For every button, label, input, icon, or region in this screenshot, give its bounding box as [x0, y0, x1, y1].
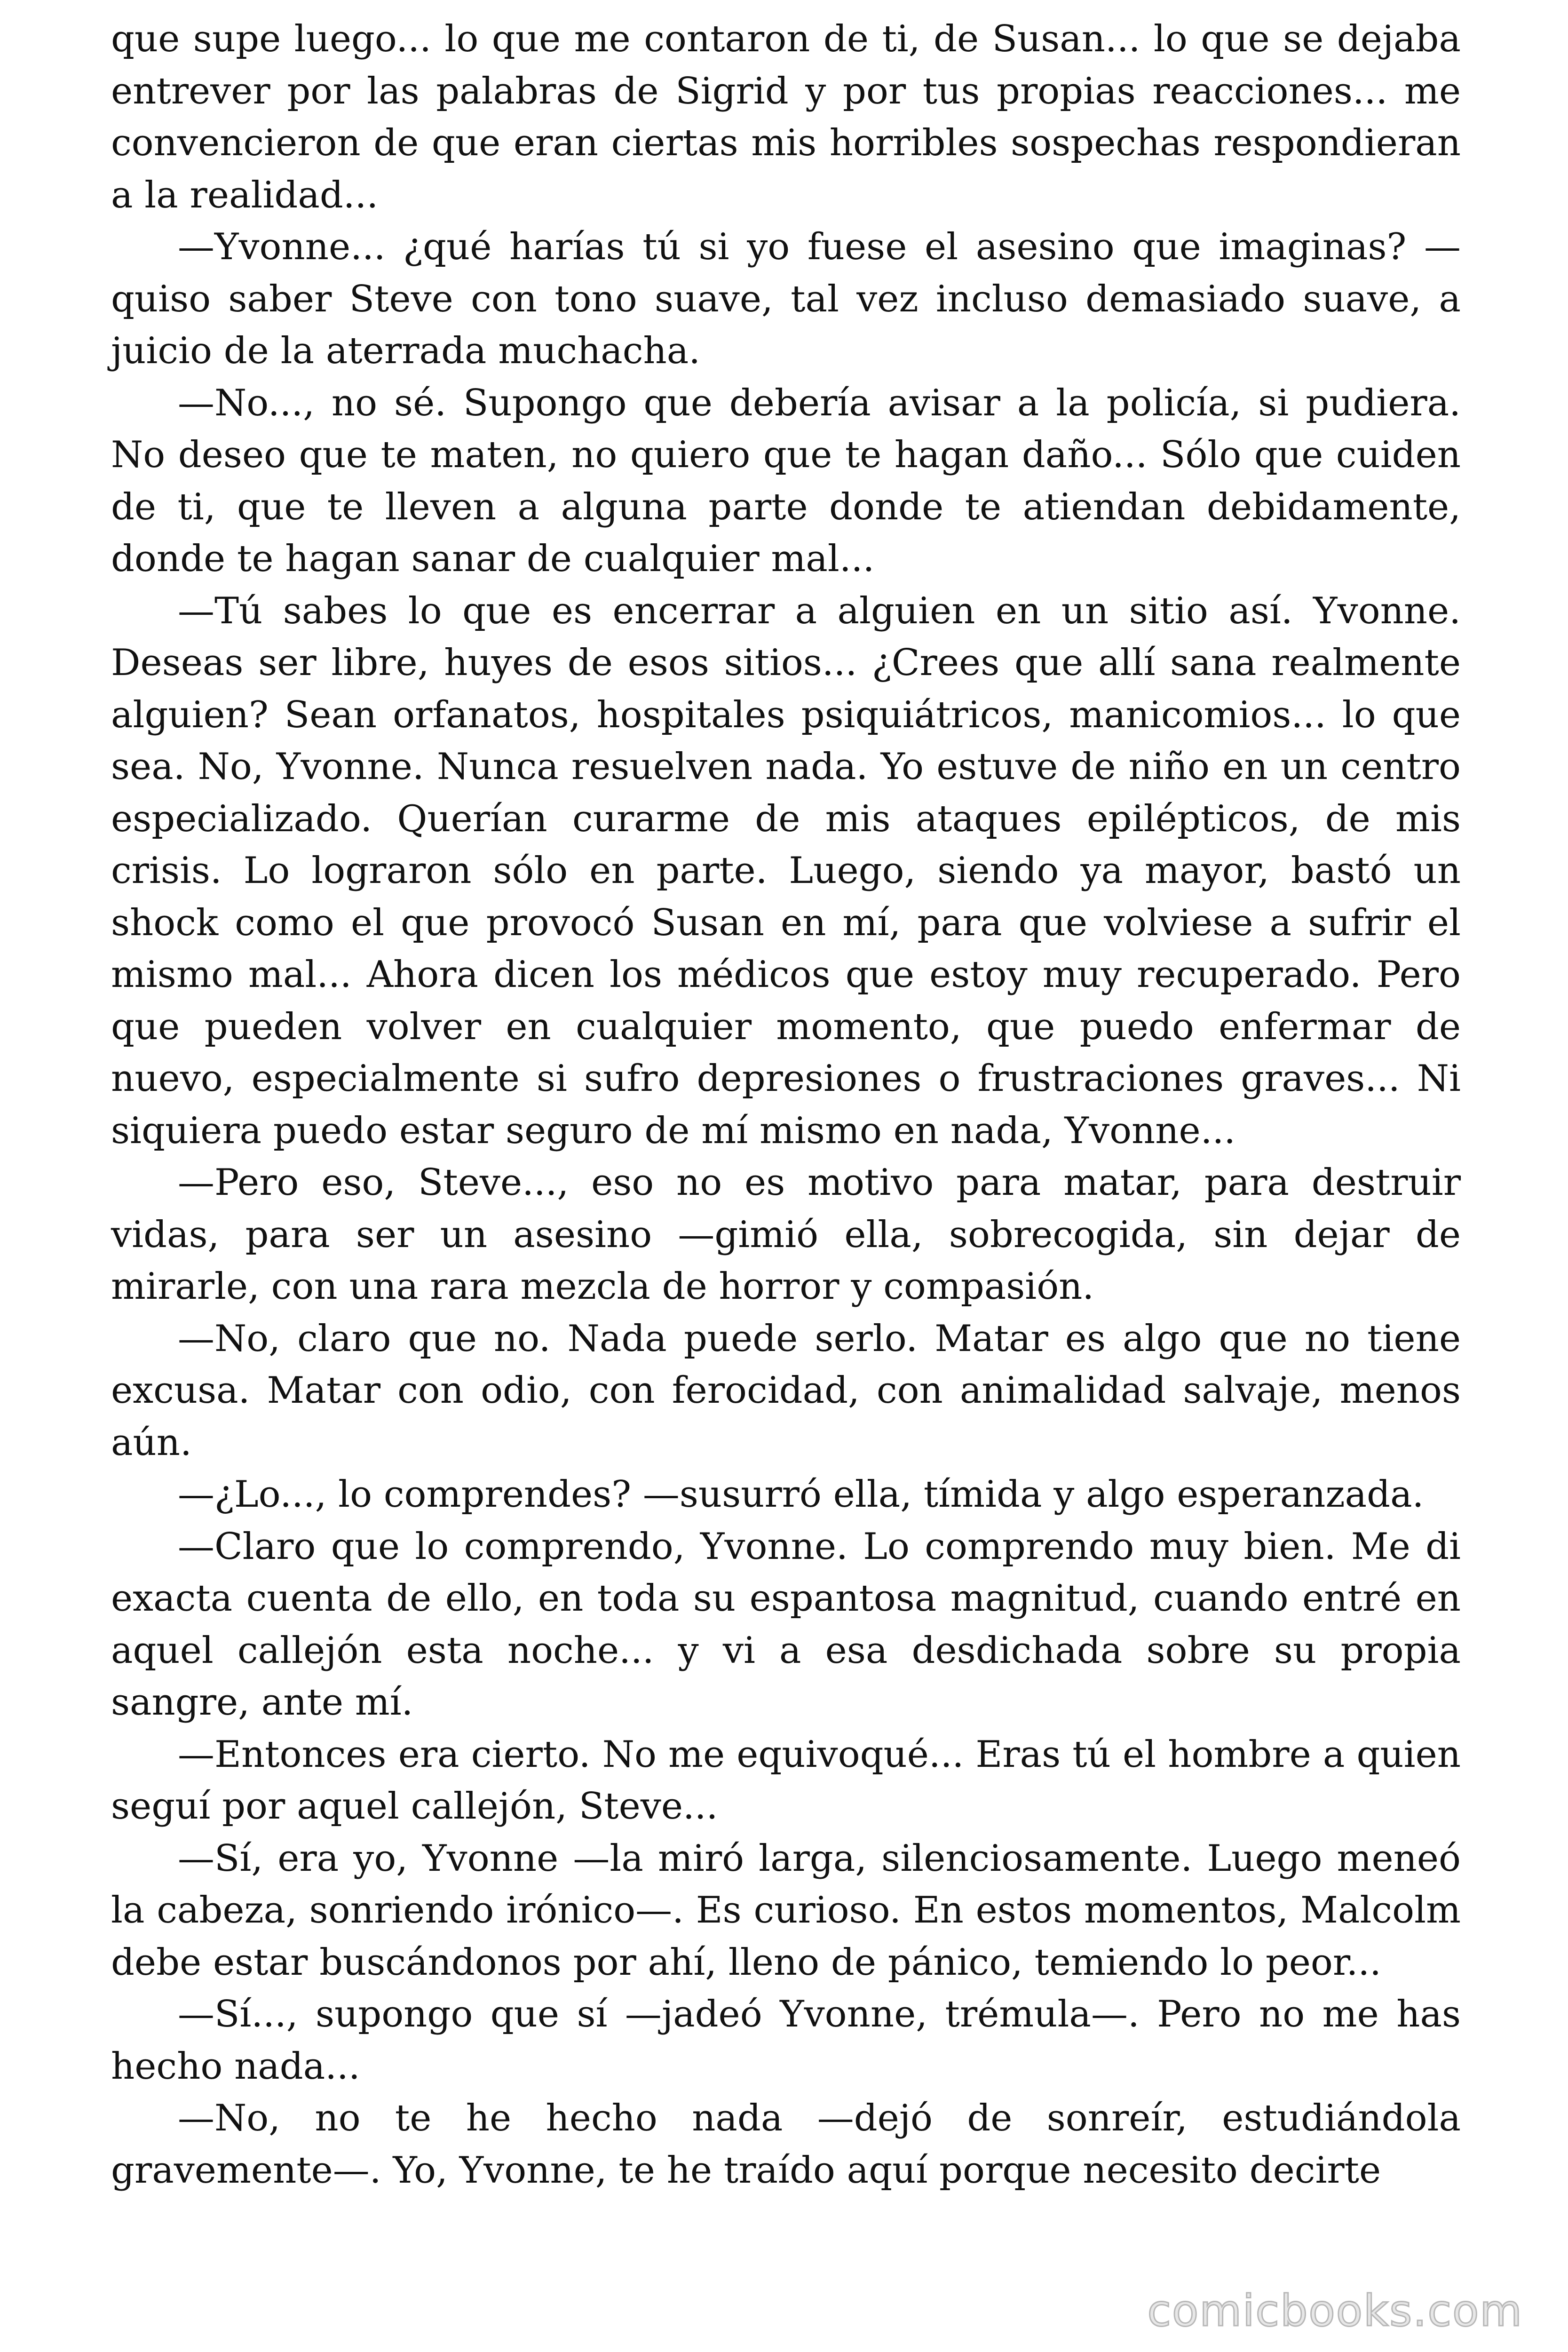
paragraph: —No..., no sé. Supongo que debería avisar a la policía, si pudiera. No deseo que te maten, no quiero que te hagan daño... Sólo que cuiden de ti, que te lleven a alguna parte donde te atiendan debidamente, donde te hagan sanar de cualquier mal... — [111, 381, 1461, 580]
paragraph: —Yvonne... ¿qué harías tú si yo fuese el asesino que imaginas? —quiso saber Steve con tono suave, tal vez incluso demasiado suave, a juicio de la aterrada muchacha. — [111, 226, 1461, 372]
paragraph: —Pero eso, Steve..., eso no es motivo para matar, para destruir vidas, para ser un asesino —gimió ella, sobrecogida, sin dejar de mirarle, con una rara mezcla de horror y compasión. — [111, 1161, 1461, 1308]
paragraph: —Sí, era yo, Yvonne —la miró larga, silenciosamente. Luego meneó la cabeza, sonriendo irónico—. Es curioso. En estos momentos, Malcolm debe estar buscándonos por ahí, lleno de pánico, temiendo lo peor... — [111, 1837, 1461, 1984]
paragraph: que supe luego... lo que me contaron de ti, de Susan... lo que se dejaba entrever por las palabras de Sigrid y por tus propias reacciones... me convencieron de que eran ciertas mis horribles sospechas respondieran a la realidad... — [111, 18, 1461, 216]
paragraph: —Claro que lo comprendo, Yvonne. Lo comprendo muy bien. Me di exacta cuenta de ello, en toda su espantosa magnitud, cuando entré en aquel callejón esta noche... y vi a esa desdichada sobre su propia sangre, ante mí. — [111, 1525, 1461, 1724]
paragraph: —Tú sabes lo que es encerrar a alguien en un sitio así. Yvonne. Deseas ser libre, huyes de esos sitios... ¿Crees que allí sana realmente alguien? Sean orfanatos, hospitales psiquiátricos, manicomios... lo que sea. No, Yvonne. Nunca resuelven nada. Yo estuve de niño en un centro especializado. Querían curarme de mis ataques epilépticos, de mis crisis. Lo lograron sólo en parte. Luego, siendo ya mayor, bastó un shock como el que provocó Susan en mí, para que volviese a sufrir el mismo mal... Ahora dicen los médicos que estoy muy recuperado. Pero que pueden volver en cualquier momento, que puedo enfermar de nuevo, especialmente si sufro depresiones o frustraciones graves... Ni siquiera puedo estar seguro de mí mismo en nada, Yvonne... — [111, 589, 1461, 1152]
paragraph: —¿Lo..., lo comprendes? —susurró ella, tímida y algo esperanzada. — [178, 1473, 1424, 1516]
paragraph: —No, no te he hecho nada —dejó de sonreír, estudiándola gravemente—. Yo, Yvonne, te he traído aquí porque necesito decirte — [111, 2097, 1461, 2192]
paragraph: —Sí..., supongo que sí —jadeó Yvonne, trémula—. Pero no me has hecho nada... — [111, 1993, 1461, 2088]
watermark: comicbooks.com — [1147, 2286, 1523, 2336]
paragraph: —No, claro que no. Nada puede serlo. Matar es algo que no tiene excusa. Matar con odio, con ferocidad, con animalidad salvaje, menos aún. — [111, 1317, 1461, 1464]
paragraph: —Entonces era cierto. No me equivoqué... Eras tú el hombre a quien seguí por aquel callejón, Steve... — [111, 1733, 1461, 1828]
page-text — [111, 13, 1461, 2196]
